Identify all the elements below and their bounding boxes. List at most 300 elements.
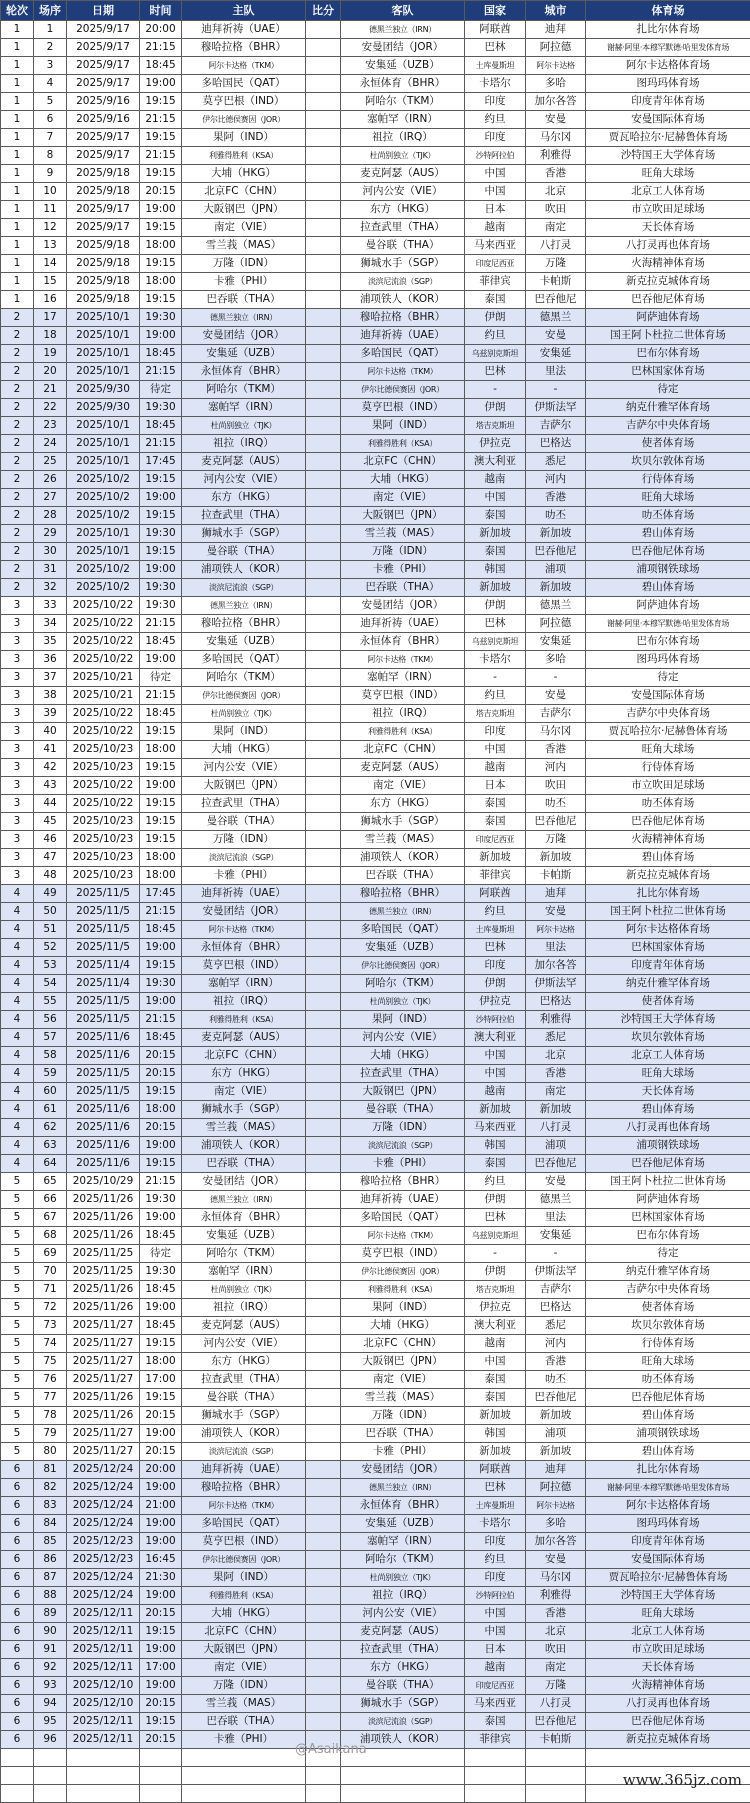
city-cell: 阿拉德 — [526, 39, 586, 57]
time-cell: 18:45 — [140, 345, 182, 363]
match-no-cell: 15 — [34, 273, 67, 291]
city-cell: 巴吞他尼 — [526, 291, 586, 309]
time-cell: 19:15 — [140, 219, 182, 237]
away-team-cell: 多哈国民（QAT） — [341, 1209, 465, 1227]
score-cell — [306, 147, 341, 165]
table-row — [1, 921, 750, 939]
time-cell: 18:00 — [140, 867, 182, 885]
table-row — [1, 345, 750, 363]
table-header — [1, 1, 750, 21]
home-team-cell: 迪拜祈祷（UAE） — [182, 885, 306, 903]
stadium-cell: 国王阿卜杜拉二世体育场 — [586, 1173, 750, 1191]
stadium-cell: 碧山体育场 — [586, 525, 750, 543]
away-team-cell: 祖拉（IRQ） — [341, 129, 465, 147]
score-cell — [306, 813, 341, 831]
home-team-cell: 利雅得胜利（KSA） — [182, 1011, 306, 1029]
table-row — [1, 1209, 750, 1227]
away-team-cell: 杜尚别独立（TJK） — [341, 1569, 465, 1587]
country-cell: 印度 — [465, 129, 526, 147]
table-row — [1, 1497, 750, 1515]
match-no-cell: 36 — [34, 651, 67, 669]
match-no-cell: 73 — [34, 1317, 67, 1335]
score-cell — [306, 1605, 341, 1623]
country-cell: 马来西亚 — [465, 1119, 526, 1137]
match-no-cell: 11 — [34, 201, 67, 219]
stadium-cell: 碧山体育场 — [586, 1407, 750, 1425]
country-cell: 伊朗 — [465, 309, 526, 327]
table-row — [1, 1659, 750, 1677]
score-cell — [306, 1083, 341, 1101]
table-row — [1, 327, 750, 345]
time-cell: 18:00 — [140, 741, 182, 759]
round-cell: 4 — [1, 1119, 34, 1137]
score-cell — [306, 1479, 341, 1497]
date-cell: 2025/12/24 — [67, 1497, 140, 1515]
away-team-cell: 北京FC（CHN） — [341, 1335, 465, 1353]
country-cell: 沙特阿拉伯 — [465, 147, 526, 165]
city-cell: 吹田 — [526, 1641, 586, 1659]
date-cell: 2025/10/2 — [67, 489, 140, 507]
stadium-cell: 浦项钢铁球场 — [586, 1137, 750, 1155]
date-cell: 2025/12/11 — [67, 1731, 140, 1749]
home-team-cell: 莫亨巴根（IND） — [182, 93, 306, 111]
score-cell — [306, 21, 341, 39]
score-cell — [306, 129, 341, 147]
table-row — [1, 1641, 750, 1659]
country-cell: 中国 — [465, 183, 526, 201]
home-team-cell: 安曼团结（JOR） — [182, 1173, 306, 1191]
empty-cell — [34, 1767, 67, 1785]
date-cell: 2025/11/26 — [67, 1209, 140, 1227]
round-cell: 6 — [1, 1533, 34, 1551]
match-no-cell: 62 — [34, 1119, 67, 1137]
country-cell: 阿联酋 — [465, 885, 526, 903]
match-no-cell: 17 — [34, 309, 67, 327]
table-row — [1, 417, 750, 435]
stadium-cell: 新克拉克城体育场 — [586, 273, 750, 291]
country-cell: 泰国 — [465, 1389, 526, 1407]
date-cell: 2025/11/6 — [67, 1137, 140, 1155]
time-cell: 19:15 — [140, 255, 182, 273]
city-cell: 香港 — [526, 165, 586, 183]
header-round: 轮次 — [1, 1, 34, 21]
date-cell: 2025/9/18 — [67, 291, 140, 309]
match-no-cell: 88 — [34, 1587, 67, 1605]
score-cell — [306, 1227, 341, 1245]
round-cell: 6 — [1, 1641, 34, 1659]
home-team-cell: 巴吞联（THA） — [182, 1713, 306, 1731]
date-cell: 2025/12/11 — [67, 1623, 140, 1641]
home-team-cell: 雪兰莪（MAS） — [182, 237, 306, 255]
stadium-cell: 北京工人体育场 — [586, 1047, 750, 1065]
score-cell — [306, 1263, 341, 1281]
country-cell: 约旦 — [465, 1551, 526, 1569]
stadium-cell: 火海精神体育场 — [586, 1677, 750, 1695]
match-no-cell: 28 — [34, 507, 67, 525]
table-row — [1, 903, 750, 921]
table-row — [1, 201, 750, 219]
country-cell: 马来西亚 — [465, 237, 526, 255]
score-cell — [306, 687, 341, 705]
date-cell: 2025/9/17 — [67, 75, 140, 93]
city-cell: 卡帕斯 — [526, 273, 586, 291]
home-team-cell: 淡滨尼流浪（SGP） — [182, 579, 306, 597]
city-cell: 巴吞他尼 — [526, 1713, 586, 1731]
stadium-cell: 图玛玛体育场 — [586, 1515, 750, 1533]
round-cell: 6 — [1, 1605, 34, 1623]
score-cell — [306, 561, 341, 579]
date-cell: 2025/11/26 — [67, 1281, 140, 1299]
time-cell: 21:00 — [140, 1497, 182, 1515]
stadium-cell: 市立吹田足球场 — [586, 201, 750, 219]
home-team-cell: 狮城水手（SGP） — [182, 1101, 306, 1119]
time-cell: 19:30 — [140, 1263, 182, 1281]
time-cell: 19:15 — [140, 813, 182, 831]
time-cell: 18:45 — [140, 921, 182, 939]
round-cell: 5 — [1, 1425, 34, 1443]
score-cell — [306, 201, 341, 219]
city-cell: 多哈 — [526, 75, 586, 93]
table-row — [1, 1137, 750, 1155]
round-cell: 6 — [1, 1551, 34, 1569]
stadium-cell: 巴布尔体育场 — [586, 633, 750, 651]
country-cell: 越南 — [465, 759, 526, 777]
country-cell: - — [465, 1245, 526, 1263]
date-cell: 2025/10/1 — [67, 525, 140, 543]
time-cell: 19:15 — [140, 831, 182, 849]
country-cell: 印度 — [465, 93, 526, 111]
table-row — [1, 1101, 750, 1119]
away-team-cell: 拉查武里（THA） — [341, 219, 465, 237]
home-team-cell: 果阿（IND） — [182, 129, 306, 147]
time-cell: 18:45 — [140, 1029, 182, 1047]
time-cell: 18:45 — [140, 1281, 182, 1299]
match-no-cell: 57 — [34, 1029, 67, 1047]
score-cell — [306, 255, 341, 273]
round-cell: 4 — [1, 993, 34, 1011]
score-cell — [306, 1407, 341, 1425]
round-cell: 4 — [1, 1011, 34, 1029]
city-cell: 安集延 — [526, 633, 586, 651]
time-cell: 待定 — [140, 381, 182, 399]
match-no-cell: 46 — [34, 831, 67, 849]
table-row — [1, 237, 750, 255]
match-no-cell: 9 — [34, 165, 67, 183]
home-team-cell: 永恒体育（BHR） — [182, 1209, 306, 1227]
match-no-cell: 91 — [34, 1641, 67, 1659]
date-cell: 2025/11/5 — [67, 921, 140, 939]
away-team-cell: 卡雅（PHI） — [341, 1155, 465, 1173]
country-cell: 泰国 — [465, 543, 526, 561]
city-cell: 叻丕 — [526, 795, 586, 813]
time-cell: 20:15 — [140, 1065, 182, 1083]
table-row — [1, 759, 750, 777]
round-cell: 5 — [1, 1317, 34, 1335]
table-row — [1, 705, 750, 723]
stadium-cell: 坎贝尔敦体育场 — [586, 453, 750, 471]
home-team-cell: 东方（HKG） — [182, 1065, 306, 1083]
stadium-cell: 巴林国家体育场 — [586, 363, 750, 381]
time-cell: 19:30 — [140, 525, 182, 543]
match-no-cell: 32 — [34, 579, 67, 597]
city-cell: 伊斯法罕 — [526, 1263, 586, 1281]
round-cell: 1 — [1, 21, 34, 39]
city-cell: 南定 — [526, 219, 586, 237]
home-team-cell: 大埔（HKG） — [182, 165, 306, 183]
home-team-cell: 卡雅（PHI） — [182, 867, 306, 885]
away-team-cell: 阿哈尔（TKM） — [341, 1551, 465, 1569]
city-cell: 加尔各答 — [526, 93, 586, 111]
city-cell: 迪拜 — [526, 21, 586, 39]
round-cell: 3 — [1, 849, 34, 867]
away-team-cell: 永恒体育（BHR） — [341, 75, 465, 93]
date-cell: 2025/11/27 — [67, 1425, 140, 1443]
stadium-cell: 碧山体育场 — [586, 579, 750, 597]
country-cell: 印度 — [465, 1533, 526, 1551]
away-team-cell: 淡滨尼流浪（SGP） — [341, 273, 465, 291]
city-cell: 巴格达 — [526, 1299, 586, 1317]
home-team-cell: 巴吞联（THA） — [182, 1155, 306, 1173]
stadium-cell: 图玛玛体育场 — [586, 651, 750, 669]
country-cell: 中国 — [465, 165, 526, 183]
home-team-cell: 莫亨巴根（IND） — [182, 1533, 306, 1551]
country-cell: 澳大利亚 — [465, 1317, 526, 1335]
match-no-cell: 89 — [34, 1605, 67, 1623]
empty-cell — [306, 1767, 341, 1785]
round-cell: 3 — [1, 777, 34, 795]
city-cell: 南定 — [526, 1659, 586, 1677]
country-cell: 泰国 — [465, 1713, 526, 1731]
round-cell: 5 — [1, 1353, 34, 1371]
round-cell: 2 — [1, 471, 34, 489]
match-no-cell: 49 — [34, 885, 67, 903]
time-cell: 19:15 — [140, 93, 182, 111]
round-cell: 3 — [1, 831, 34, 849]
match-no-cell: 12 — [34, 219, 67, 237]
round-cell: 6 — [1, 1479, 34, 1497]
stadium-cell: 新克拉克城体育场 — [586, 867, 750, 885]
round-cell: 2 — [1, 399, 34, 417]
country-cell: 中国 — [465, 1047, 526, 1065]
table-row — [1, 1281, 750, 1299]
score-cell — [306, 1137, 341, 1155]
stadium-cell: 巴吞他尼体育场 — [586, 543, 750, 561]
home-team-cell: 德黑兰独立（IRN） — [182, 309, 306, 327]
home-team-cell: 万隆（IDN） — [182, 831, 306, 849]
match-no-cell: 37 — [34, 669, 67, 687]
city-cell: 浦项 — [526, 1137, 586, 1155]
city-cell: 安集延 — [526, 1227, 586, 1245]
country-cell: 中国 — [465, 1623, 526, 1641]
time-cell: 19:00 — [140, 993, 182, 1011]
score-cell — [306, 471, 341, 489]
home-team-cell: 北京FC（CHN） — [182, 1623, 306, 1641]
round-cell: 3 — [1, 741, 34, 759]
time-cell: 18:45 — [140, 705, 182, 723]
country-cell: 印度 — [465, 723, 526, 741]
match-no-cell: 90 — [34, 1623, 67, 1641]
time-cell: 19:15 — [140, 291, 182, 309]
empty-cell — [34, 1749, 67, 1767]
round-cell: 2 — [1, 525, 34, 543]
stadium-cell: 火海精神体育场 — [586, 255, 750, 273]
country-cell: 伊朗 — [465, 399, 526, 417]
header-date: 日期 — [67, 1, 140, 21]
date-cell: 2025/12/24 — [67, 1569, 140, 1587]
stadium-cell: 叻丕体育场 — [586, 1371, 750, 1389]
away-team-cell: 永恒体育（BHR） — [341, 633, 465, 651]
country-cell: 马来西亚 — [465, 1695, 526, 1713]
home-team-cell: 巴吞联（THA） — [182, 291, 306, 309]
score-cell — [306, 417, 341, 435]
home-team-cell: 伊尔比德侯赛因（JOR） — [182, 111, 306, 129]
time-cell: 18:45 — [140, 1227, 182, 1245]
city-cell: 利雅得 — [526, 1011, 586, 1029]
date-cell: 2025/9/17 — [67, 57, 140, 75]
match-no-cell: 20 — [34, 363, 67, 381]
away-team-cell: 杜尚别独立（TJK） — [341, 147, 465, 165]
away-team-cell: 雪兰莪（MAS） — [341, 831, 465, 849]
date-cell: 2025/10/22 — [67, 615, 140, 633]
table-row — [1, 1443, 750, 1461]
empty-cell — [526, 1767, 586, 1785]
date-cell: 2025/10/1 — [67, 363, 140, 381]
date-cell: 2025/12/24 — [67, 1587, 140, 1605]
table-row — [1, 75, 750, 93]
table-row — [1, 795, 750, 813]
stadium-cell: 坎贝尔敦体育场 — [586, 1317, 750, 1335]
table-row — [1, 1029, 750, 1047]
country-cell: 塔吉克斯坦 — [465, 705, 526, 723]
time-cell: 19:00 — [140, 1677, 182, 1695]
round-cell: 1 — [1, 273, 34, 291]
city-cell: 悉尼 — [526, 1029, 586, 1047]
city-cell: 利雅得 — [526, 1587, 586, 1605]
away-team-cell: 东方（HKG） — [341, 201, 465, 219]
date-cell: 2025/11/5 — [67, 993, 140, 1011]
city-cell: 巴格达 — [526, 435, 586, 453]
country-cell: 土库曼斯坦 — [465, 921, 526, 939]
stadium-cell: 扎比尔体育场 — [586, 885, 750, 903]
date-cell: 2025/10/22 — [67, 705, 140, 723]
match-no-cell: 5 — [34, 93, 67, 111]
date-cell: 2025/11/26 — [67, 1389, 140, 1407]
time-cell: 19:15 — [140, 1155, 182, 1173]
score-cell — [306, 57, 341, 75]
country-cell: 约旦 — [465, 687, 526, 705]
stadium-cell: 使者体育场 — [586, 993, 750, 1011]
round-cell: 5 — [1, 1263, 34, 1281]
away-team-cell: 穆哈拉格（BHR） — [341, 885, 465, 903]
time-cell: 21:15 — [140, 1173, 182, 1191]
date-cell: 2025/9/16 — [67, 111, 140, 129]
stadium-cell: 浦项钢铁球场 — [586, 1425, 750, 1443]
time-cell: 19:00 — [140, 1209, 182, 1227]
round-cell: 4 — [1, 921, 34, 939]
table-row — [1, 561, 750, 579]
match-no-cell: 54 — [34, 975, 67, 993]
date-cell: 2025/10/22 — [67, 633, 140, 651]
country-cell: 印度 — [465, 1569, 526, 1587]
country-cell: 新加坡 — [465, 525, 526, 543]
stadium-cell: 碧山体育场 — [586, 849, 750, 867]
stadium-cell: 阿尔卡达格体育场 — [586, 57, 750, 75]
date-cell: 2025/10/22 — [67, 597, 140, 615]
home-team-cell: 迪拜祈祷（UAE） — [182, 1461, 306, 1479]
match-no-cell: 40 — [34, 723, 67, 741]
city-cell: 北京 — [526, 183, 586, 201]
table-row — [1, 435, 750, 453]
country-cell: 约旦 — [465, 1173, 526, 1191]
table-row — [1, 867, 750, 885]
stadium-cell: 巴布尔体育场 — [586, 1227, 750, 1245]
match-no-cell: 3 — [34, 57, 67, 75]
match-no-cell: 60 — [34, 1083, 67, 1101]
home-team-cell: 安曼团结（JOR） — [182, 903, 306, 921]
city-cell: 安集延 — [526, 345, 586, 363]
round-cell: 1 — [1, 39, 34, 57]
country-cell: 日本 — [465, 201, 526, 219]
city-cell: 悉尼 — [526, 453, 586, 471]
home-team-cell: 大阪钢巴（JPN） — [182, 201, 306, 219]
away-team-cell: 淡滨尼流浪（SGP） — [341, 1137, 465, 1155]
date-cell: 2025/11/4 — [67, 957, 140, 975]
city-cell: 新加坡 — [526, 579, 586, 597]
home-team-cell: 北京FC（CHN） — [182, 1047, 306, 1065]
date-cell: 2025/11/5 — [67, 885, 140, 903]
score-cell — [306, 1155, 341, 1173]
country-cell: 日本 — [465, 777, 526, 795]
empty-cell — [465, 1767, 526, 1785]
city-cell: 巴吞他尼 — [526, 813, 586, 831]
home-team-cell: 莫亨巴根（IND） — [182, 957, 306, 975]
country-cell: 澳大利亚 — [465, 1029, 526, 1047]
date-cell: 2025/10/2 — [67, 471, 140, 489]
city-cell: 八打灵 — [526, 1695, 586, 1713]
table-row — [1, 1299, 750, 1317]
table-row — [1, 1569, 750, 1587]
table-row — [1, 93, 750, 111]
score-cell — [306, 939, 341, 957]
date-cell: 2025/12/11 — [67, 1659, 140, 1677]
city-cell: 里法 — [526, 1209, 586, 1227]
date-cell: 2025/10/1 — [67, 543, 140, 561]
table-row — [1, 1119, 750, 1137]
away-team-cell: 安曼团结（JOR） — [341, 1461, 465, 1479]
score-cell — [306, 1101, 341, 1119]
country-cell: 伊朗 — [465, 597, 526, 615]
stadium-cell: 市立吹田足球场 — [586, 1641, 750, 1659]
date-cell: 2025/11/27 — [67, 1353, 140, 1371]
stadium-cell: 沙特国王大学体育场 — [586, 147, 750, 165]
country-cell: 泰国 — [465, 1371, 526, 1389]
away-team-cell: 河内公安（VIE） — [341, 1029, 465, 1047]
home-team-cell: 麦克阿瑟（AUS） — [182, 1317, 306, 1335]
match-no-cell: 81 — [34, 1461, 67, 1479]
time-cell: 19:30 — [140, 579, 182, 597]
round-cell: 4 — [1, 1047, 34, 1065]
table-row — [1, 741, 750, 759]
table-row — [1, 255, 750, 273]
header-away-team: 客队 — [341, 1, 465, 21]
time-cell: 20:15 — [140, 1407, 182, 1425]
date-cell: 2025/11/26 — [67, 1227, 140, 1245]
away-team-cell: 万隆（IDN） — [341, 543, 465, 561]
home-team-cell: 浦项铁人（KOR） — [182, 1137, 306, 1155]
score-cell — [306, 1695, 341, 1713]
city-cell: 万隆 — [526, 1677, 586, 1695]
header-city: 城市 — [526, 1, 586, 21]
